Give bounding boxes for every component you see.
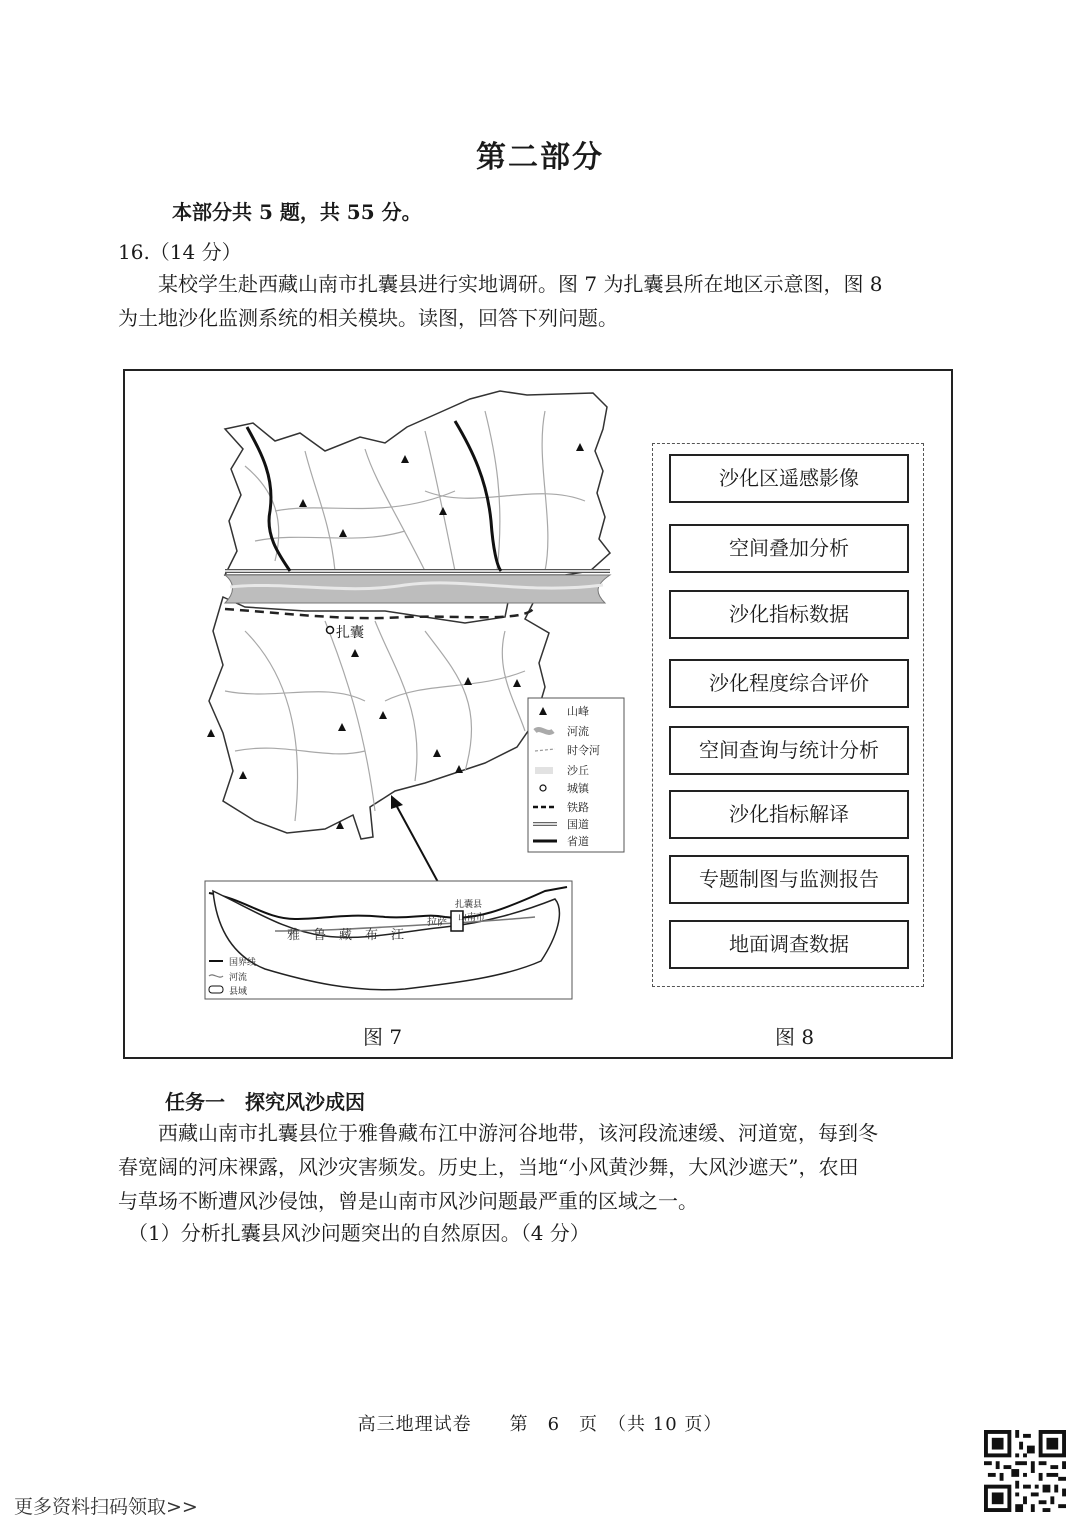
- legend-label-provincial-road: 省道: [567, 835, 589, 848]
- town-marker: [327, 627, 334, 634]
- legend-label-dune: 沙丘: [567, 764, 589, 777]
- module-comprehensive-evaluation: 沙化程度综合评价: [669, 659, 909, 708]
- qr-code-icon[interactable]: [984, 1430, 1066, 1512]
- inset-legend-county-label: 县域: [229, 987, 248, 997]
- legend-town-icon: [540, 785, 546, 791]
- task-line-1: 西藏山南市扎囊县位于雅鲁藏布江中游河谷地带，该河段流速缓、河道宽，每到冬: [118, 1121, 878, 1145]
- task-title: 任务一 探究风沙成因: [165, 1090, 365, 1114]
- module-query-statistics: 空间查询与统计分析: [669, 726, 909, 775]
- section-note: 本部分共 5 题，共 55 分。: [172, 200, 422, 224]
- inset-county-label-1: 扎囊县: [455, 900, 483, 910]
- intro-line-2: 为土地沙化监测系统的相关模块。读图，回答下列问题。: [118, 306, 618, 330]
- task-line-2: 春宽阔的河床裸露，风沙灾害频发。历史上，当地“小风黄沙舞，大风沙遮天”，农田: [118, 1155, 859, 1179]
- module-spatial-overlay: 空间叠加分析: [669, 524, 909, 573]
- inset-county-label-2: 山南市: [458, 913, 486, 923]
- sub-question-1: （1）分析扎囊县风沙问题突出的自然原因。（4 分）: [128, 1221, 590, 1245]
- legend-label-peak: 山峰: [567, 705, 589, 718]
- legend-label-river: 河流: [567, 725, 589, 738]
- inset-legend-county-icon: [209, 986, 223, 993]
- module-thematic-mapping: 专题制图与监测报告: [669, 855, 909, 904]
- legend-label-railway: 铁路: [567, 801, 589, 814]
- inset-legend-river-label: 河流: [229, 973, 248, 983]
- town-label: 扎囊: [336, 625, 364, 641]
- county-south-outline: [209, 597, 549, 839]
- figure8-caption: 图 8: [775, 1025, 815, 1049]
- locator-arrowhead: [391, 795, 403, 809]
- module-ground-survey: 地面调查数据: [669, 920, 909, 969]
- figure8-module-box: [652, 443, 924, 987]
- legend-river-icon: [535, 730, 553, 733]
- map-legend: [528, 698, 624, 852]
- figure-frame: [123, 369, 953, 1059]
- module-indicator-interpretation: 沙化指标解译: [669, 790, 909, 839]
- question-number: 16.（14 分）: [118, 240, 242, 264]
- page-footer: 高三地理试卷 第 6 页 （共 10 页）: [357, 1414, 723, 1435]
- figure7-caption: 图 7: [363, 1025, 403, 1049]
- legend-label-national-road: 国道: [567, 818, 589, 831]
- inset-river-label: 雅 鲁 藏 布 江: [287, 928, 405, 943]
- inset-legend-border-label: 国界线: [229, 958, 257, 968]
- task-line-3: 与草场不断遭风沙侵蚀，曾是山南市风沙问题最严重的区域之一。: [118, 1189, 698, 1213]
- legend-dune-icon: [535, 767, 553, 774]
- inset-map: [205, 881, 572, 999]
- legend-label-seasonal-river: 时令河: [567, 744, 600, 757]
- module-indicator-data: 沙化指标数据: [669, 590, 909, 639]
- page-title: 第二部分: [476, 140, 604, 175]
- inset-lhasa-label: 拉萨: [427, 917, 447, 928]
- module-remote-sensing: 沙化区遥感影像: [669, 454, 909, 503]
- peak: [207, 729, 215, 737]
- county-north-outline: [225, 391, 610, 575]
- more-materials-link[interactable]: 更多资料扫码领取>>: [14, 1496, 198, 1518]
- intro-line-1: 某校学生赴西藏山南市扎囊县进行实地调研。图 7 为扎囊县所在地区示意图，图 8: [118, 272, 883, 296]
- legend-label-town: 城镇: [567, 782, 589, 795]
